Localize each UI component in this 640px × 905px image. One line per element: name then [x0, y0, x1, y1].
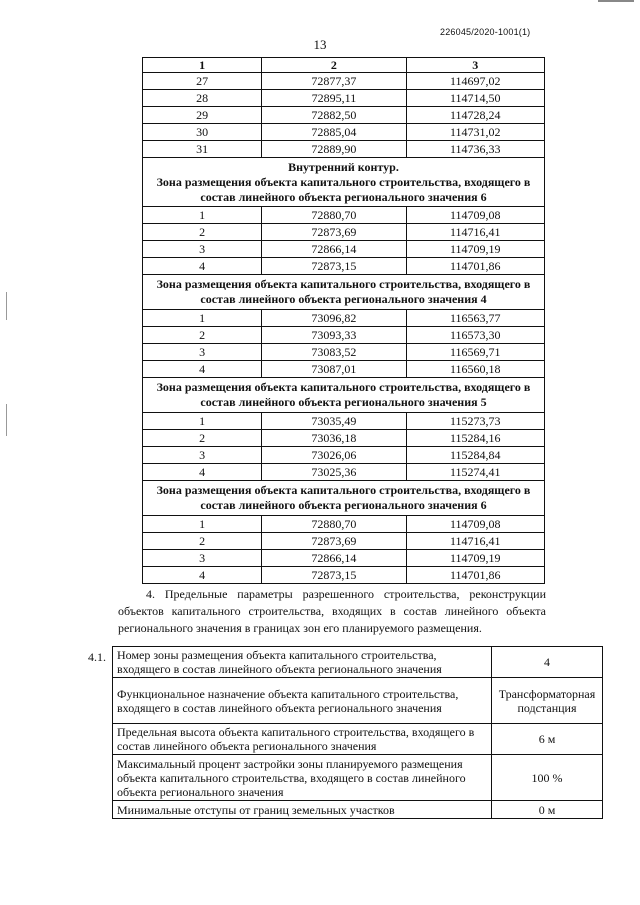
parameter-row	[113, 755, 603, 801]
point-number: 4	[143, 464, 262, 481]
point-number: 3	[143, 344, 262, 361]
coordinate-x: 73096,82	[262, 310, 406, 327]
coordinates-table-body	[143, 58, 545, 584]
coordinate-y: 114701,86	[406, 258, 544, 275]
coordinates-table	[142, 57, 545, 584]
coordinate-y: 115273,73	[406, 413, 544, 430]
zone-title-cell	[143, 481, 545, 516]
parameter-value: 100 %	[492, 755, 603, 801]
coordinate-x: 72880,70	[262, 207, 406, 224]
coordinate-y: 115284,84	[406, 447, 544, 464]
table-row	[143, 327, 545, 344]
zone-title-row	[143, 378, 545, 413]
coordinate-y: 114701,86	[406, 567, 544, 584]
coordinate-y: 114709,08	[406, 207, 544, 224]
column-header: 3	[406, 58, 544, 73]
coordinate-x: 72885,04	[262, 124, 406, 141]
parameter-value: 0 м	[492, 801, 603, 819]
coordinate-x: 72873,69	[262, 224, 406, 241]
zone-title-row	[143, 481, 545, 516]
point-number: 1	[143, 516, 262, 533]
document-id: 226045/2020-1001(1)	[440, 27, 531, 37]
point-number: 2	[143, 224, 262, 241]
point-number: 4	[143, 567, 262, 584]
point-number: 1	[143, 413, 262, 430]
point-number: 4	[143, 361, 262, 378]
table-row	[143, 107, 545, 124]
contour-label: Внутренний контур.	[288, 159, 399, 174]
point-number: 31	[143, 141, 262, 158]
parameter-row	[113, 647, 603, 678]
section-4-paragraph	[118, 586, 546, 637]
coordinate-x: 73035,49	[262, 413, 406, 430]
coordinate-x: 72889,90	[262, 141, 406, 158]
table-header-row	[143, 58, 545, 73]
coordinate-x: 73036,18	[262, 430, 406, 447]
parameter-label: Минимальные отступы от границ земельных участков	[113, 801, 492, 819]
coordinate-y: 114697,02	[406, 73, 544, 90]
zone-title-cell	[143, 158, 545, 207]
point-number: 2	[143, 430, 262, 447]
coordinate-y: 115284,16	[406, 430, 544, 447]
zone-title-cell	[143, 378, 545, 413]
section-number: 4.1.	[88, 650, 106, 664]
coordinate-y: 114728,24	[406, 107, 544, 124]
point-number: 2	[143, 327, 262, 344]
zone-title: Зона размещения объекта капитального строительства, входящего в состав линейного объекта регионального значения 6	[156, 174, 531, 204]
coordinate-x: 73025,36	[262, 464, 406, 481]
column-header: 1	[143, 58, 262, 73]
table-row	[143, 310, 545, 327]
punch-hole-mark	[6, 292, 7, 320]
parameters-table-body	[113, 647, 603, 819]
coordinate-y: 114716,41	[406, 224, 544, 241]
parameter-label: Максимальный процент застройки зоны планируемого размещения объекта капитального строительства, входящего в состав линейного объекта регионального значения	[113, 755, 492, 801]
parameter-value: 6 м	[492, 724, 603, 755]
table-row	[143, 207, 545, 224]
page-number: 13	[313, 37, 327, 52]
coordinate-x: 72866,14	[262, 550, 406, 567]
zone-title: Зона размещения объекта капитального строительства, входящего в состав линейного объекта регионального значения 6	[156, 483, 531, 512]
coordinate-x: 72873,69	[262, 533, 406, 550]
coordinate-y: 114736,33	[406, 141, 544, 158]
zone-title: Зона размещения объекта капитального строительства, входящего в состав линейного объекта регионального значения 4	[156, 277, 531, 306]
zone-title-cell	[143, 275, 545, 310]
table-row	[143, 124, 545, 141]
parameter-label: Номер зоны размещения объекта капитального строительства, входящего в состав линейного объекта регионального значения	[113, 647, 492, 678]
coordinate-x: 73083,52	[262, 344, 406, 361]
table-row	[143, 224, 545, 241]
zone-title-row	[143, 158, 545, 207]
coordinate-y: 115274,41	[406, 464, 544, 481]
point-number: 3	[143, 447, 262, 464]
coordinate-x: 73093,33	[262, 327, 406, 344]
parameter-row	[113, 678, 603, 724]
coordinate-x: 72866,14	[262, 241, 406, 258]
coordinate-y: 116563,77	[406, 310, 544, 327]
point-number: 3	[143, 550, 262, 567]
table-row	[143, 344, 545, 361]
point-number: 3	[143, 241, 262, 258]
parameter-row	[113, 801, 603, 819]
point-number: 30	[143, 124, 262, 141]
table-row	[143, 447, 545, 464]
point-number: 1	[143, 207, 262, 224]
table-row	[143, 241, 545, 258]
coordinate-y: 116560,18	[406, 361, 544, 378]
table-row	[143, 258, 545, 275]
table-row	[143, 516, 545, 533]
coordinate-y: 116569,71	[406, 344, 544, 361]
point-number: 2	[143, 533, 262, 550]
table-row	[143, 413, 545, 430]
coordinate-x: 72873,15	[262, 258, 406, 275]
coordinate-y: 114709,08	[406, 516, 544, 533]
parameter-value: Трансформаторная подстанция	[492, 678, 603, 724]
parameters-table	[112, 646, 603, 819]
coordinate-y: 114731,02	[406, 124, 544, 141]
point-number: 1	[143, 310, 262, 327]
table-row	[143, 141, 545, 158]
point-number: 4	[143, 258, 262, 275]
table-row	[143, 90, 545, 107]
scan-edge-mark	[598, 0, 634, 2]
table-row	[143, 73, 545, 90]
table-row	[143, 464, 545, 481]
coordinate-y: 114709,19	[406, 241, 544, 258]
coordinate-x: 73026,06	[262, 447, 406, 464]
coordinate-y: 116573,30	[406, 327, 544, 344]
coordinate-x: 72880,70	[262, 516, 406, 533]
table-row	[143, 361, 545, 378]
point-number: 28	[143, 90, 262, 107]
column-header: 2	[262, 58, 406, 73]
zone-title-row	[143, 275, 545, 310]
coordinate-x: 72873,15	[262, 567, 406, 584]
parameter-label: Функциональное назначение объекта капитального строительства, входящего в состав линейного объекта регионального значения	[113, 678, 492, 724]
point-number: 27	[143, 73, 262, 90]
parameter-label: Предельная высота объекта капитального строительства, входящего в состав линейного объекта регионального значения	[113, 724, 492, 755]
table-row	[143, 430, 545, 447]
table-row	[143, 550, 545, 567]
point-number: 29	[143, 107, 262, 124]
zone-title: Зона размещения объекта капитального строительства, входящего в состав линейного объекта регионального значения 5	[156, 380, 531, 409]
coordinate-y: 114714,50	[406, 90, 544, 107]
coordinate-y: 114709,19	[406, 550, 544, 567]
coordinate-x: 73087,01	[262, 361, 406, 378]
parameter-value: 4	[492, 647, 603, 678]
parameter-row	[113, 724, 603, 755]
coordinate-x: 72877,37	[262, 73, 406, 90]
paragraph-text: 4. Предельные параметры разрешенного строительства, реконструкции объектов капитального строительства, входящих в состав линейного объекта регионального значения в границах зон его планируемого размещения.	[118, 587, 546, 635]
coordinate-x: 72882,50	[262, 107, 406, 124]
coordinate-x: 72895,11	[262, 90, 406, 107]
coordinate-y: 114716,41	[406, 533, 544, 550]
table-row	[143, 567, 545, 584]
table-row	[143, 533, 545, 550]
punch-hole-mark	[6, 404, 7, 436]
